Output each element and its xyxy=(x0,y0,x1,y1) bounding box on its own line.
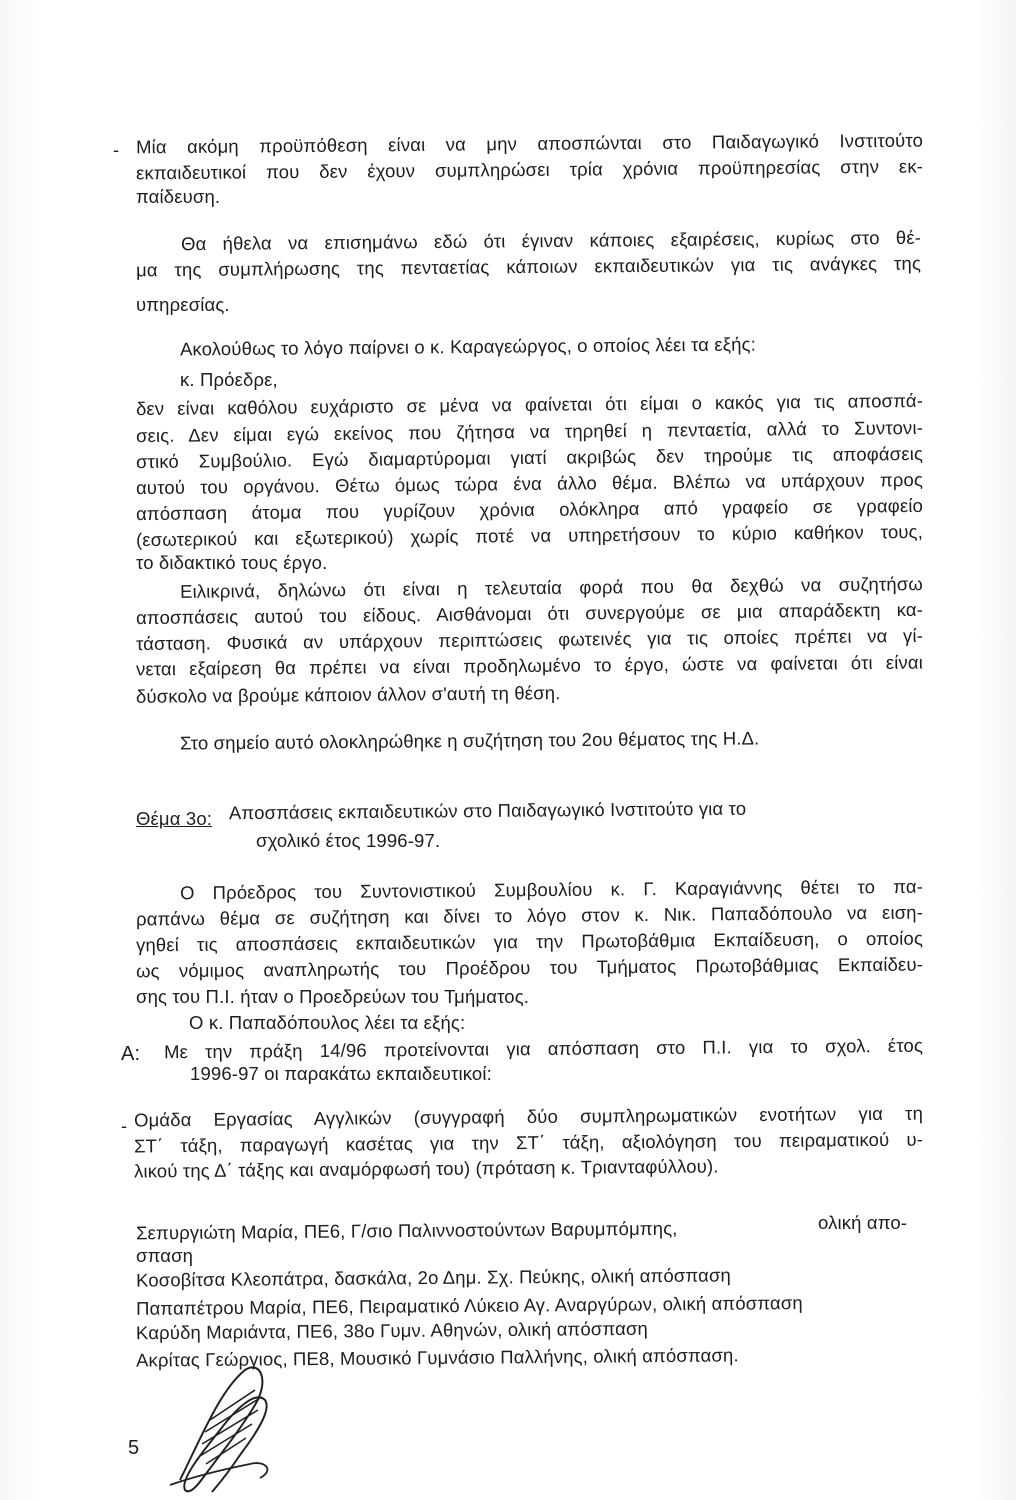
text-line: Σεπυργιώτη Μαρία, ΠΕ6, Γ/σιο Παλιννοστούντων Βαρυμπόμπης, xyxy=(135,1217,678,1244)
list-dash: - xyxy=(121,1115,128,1136)
text-line: Παπαπέτρου Μαρία, ΠΕ6, Πειραματικό Λύκειο Αγ. Αναργύρων, ολική απόσπαση xyxy=(135,1292,803,1319)
text-line: εκπαιδευτικοί που δεν έχουν συμπληρώσει τρία χρόνια προϋπηρεσίας στην εκ- xyxy=(135,155,924,184)
text-line: δεν είναι καθόλου ευχάριστο σε μένα να φαίνεται ότι είμαι ο κακός για τις αποσπά- xyxy=(135,389,924,420)
text-line: αυτού του οργάνου. Θέτω όμως τώρα ένα άλλο θέμα. Βλέπω να υπάρχουν προς xyxy=(135,468,924,499)
text-line: Κοσοβίτσα Κλεοπάτρα, δασκάλα, 2ο Δημ. Σχ. Πεύκης, ολική απόσπαση xyxy=(135,1264,731,1291)
text-line: σπαση xyxy=(136,1245,194,1266)
topic-label: Θέμα 3ο: xyxy=(136,808,213,829)
text-line: απόσπαση άτομα που γυρίζουν χρόνια ολόκληρα από γραφείο σε γραφείο xyxy=(135,494,924,525)
text-line: δύσκολο να βρούμε κάποιον άλλον σ'αυτή τη θέση. xyxy=(135,682,561,707)
text-line: αποσπάσεις αυτού του είδους. Αισθάνομαι ότι συνεργούμε σε μια απαράδεκτη κα- xyxy=(135,598,924,629)
text-line: σεις. Δεν είμαι εγώ εκείνος που ζήτησα να τηρηθεί η πενταετία, αλλά το Συντονι- xyxy=(135,416,924,447)
text-line: το διδακτικό τους έργο. xyxy=(136,552,328,573)
text-line: Ομάδα Εργασίας Αγγλικών (συγγραφή δύο συμπληρωματικών ενοτήτων για τη xyxy=(133,1102,924,1131)
text-line: Στο σημείο αυτό ολοκληρώθηκε η συζήτηση του 2ου θέματος της Η.Δ. xyxy=(179,727,760,754)
text-line: λικού της Δ΄ τάξης και αναμόρφωσή του) (πρόταση κ. Τριανταφύλλου). xyxy=(133,1155,719,1182)
text-line: στικό Συμβούλιο. Εγώ διαμαρτύρομαι γιατί ακριβώς δεν τηρούμε τις αποφάσεις xyxy=(135,442,924,473)
text-line: Μία ακόμη προϋπόθεση είναι να μην αποσπώνται στο Παιδαγωγικό Ινστιτούτο xyxy=(135,129,924,158)
text-line: Καρύδη Μαριάντα, ΠΕ6, 38ο Γυμν. Αθηνών, ολική απόσπαση xyxy=(135,1317,648,1344)
text-line: τάσταση. Φυσικά αν υπάρχουν περιπτώσεις φωτεινές για τις οποίες πρέπει να γί- xyxy=(135,624,924,655)
text-line: νεται εξαίρεση θα πρέπει να είναι προδηλωμένο το έργο, ώστε να φαίνεται ότι είναι xyxy=(135,651,924,680)
section-label: Α: xyxy=(121,1043,141,1065)
text-line: ραπάνω θέμα σε συζήτηση και δίνει το λόγο στον κ. Νικ. Παπαδόπουλο να ειση- xyxy=(135,901,924,930)
text-line: Ο κ. Παπαδόπουλος λέει τα εξής: xyxy=(189,1012,466,1033)
text-line: υπηρεσίας. xyxy=(136,294,230,315)
text-line: ΣΤ΄ τάξη, παραγωγή κασέτας για την ΣΤ΄ τάξη, αξιολόγηση του πειραματικού υ- xyxy=(133,1128,924,1157)
text-line: Με την πράξη 14/96 προτείνονται για απόσπαση στο Π.Ι. για το σχολ. έτος xyxy=(163,1034,924,1063)
page-number: 5 xyxy=(128,1437,140,1459)
text-line: (εσωτερικού και εξωτερικού) χωρίς ποτέ να υπηρετήσουν το κύριο καθήκον τους, xyxy=(135,520,924,551)
text-line: παίδευση. xyxy=(136,186,221,207)
text-line: Ακολούθως το λόγο παίρνει ο κ. Καραγεώργος, ο οποίος λέει τα εξής: xyxy=(179,333,757,360)
text-line: γηθεί τις αποσπάσεις εκπαιδευτικών για την Πρωτοβάθμια Εκπαίδευση, ο οποίος xyxy=(135,927,924,956)
text-line: σης του Π.Ι. ήταν ο Προεδρεύων του Τμήματος. xyxy=(136,986,530,1007)
topic-title: σχολικό έτος 1996-97. xyxy=(256,830,441,851)
text-line: ολική απο- xyxy=(818,1212,908,1233)
signature-mark xyxy=(160,1360,300,1500)
text-line: Θα ήθελα να επισημάνω εδώ ότι έγιναν κάποιες εξαιρέσεις, κυρίως στο θέ- xyxy=(180,226,922,255)
text-line: Ειλικρινά, δηλώνω ότι είναι η τελευταία φορά που θα δεχθώ να συζητήσω xyxy=(179,573,924,602)
text-line: μα της συμπλήρωσης της πενταετίας κάποιων εκπαιδευτικών για τις ανάγκες της xyxy=(135,252,922,281)
text-line: ως νόμιμος αναπληρωτής του Προέδρου του Τμήματος Πρωτοβάθμιας Εκπαίδευ- xyxy=(135,953,924,982)
text-line: Ακρίτας Γεώργιος, ΠΕ8, Μουσικό Γυμνάσιο Παλλήνης, ολική απόσπαση. xyxy=(135,1344,739,1371)
topic-title: Αποσπάσεις εκπαιδευτικών στο Παιδαγωγικό Ινστιτούτο για το xyxy=(228,797,747,824)
text-line: Ο Πρόεδρος του Συντονιστικού Συμβουλίου κ. Γ. Καραγιάννης θέτει το πα- xyxy=(179,875,924,904)
list-dash: - xyxy=(113,139,120,160)
text-line: 1996-97 οι παρακάτω εκπαιδευτικοί: xyxy=(190,1063,492,1084)
text-line: κ. Πρόεδρε, xyxy=(180,369,278,390)
